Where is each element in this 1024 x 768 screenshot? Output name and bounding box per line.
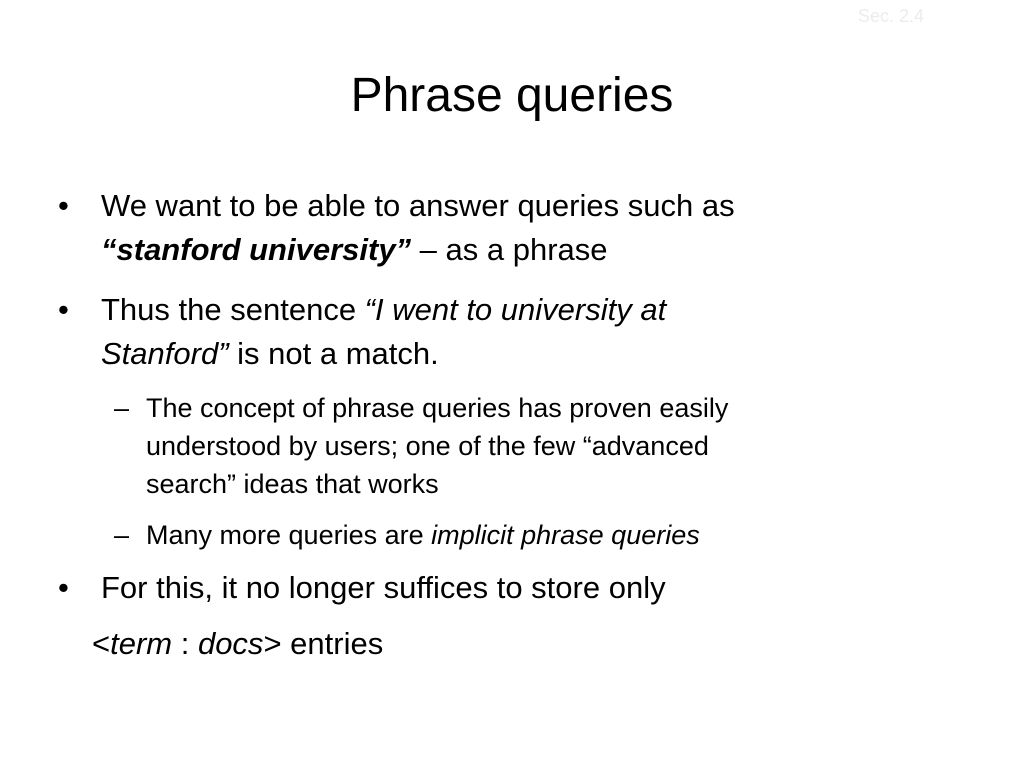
bullet-2-quote-part-2: Stanford” — [101, 336, 229, 371]
bullet-1-rest: – as a phrase — [411, 232, 608, 267]
sub-1-line-2: understood by users; one of the few “advanced — [146, 431, 709, 461]
entries-word: entries — [281, 626, 384, 661]
bullet-1-line-1: We want to be able to answer queries such as — [101, 188, 735, 223]
bullet-2-quote-part-1: “I went to university at — [364, 292, 667, 327]
dash-icon: – — [114, 393, 130, 423]
bullet-icon: • — [58, 570, 69, 605]
term-docs-entries-line — [92, 622, 383, 666]
sub-1-line-3: search” ideas that works — [146, 469, 439, 499]
section-tag: Sec. 2.4 — [858, 6, 925, 26]
greater-than-sign: > — [263, 626, 282, 661]
less-than-sign: < — [92, 626, 111, 661]
docs-word: docs — [197, 626, 264, 661]
term-word: term — [110, 626, 173, 661]
sub-1-line-1: The concept of phrase queries has proven easily — [146, 393, 729, 423]
sub-2-prefix: Many more queries are — [146, 520, 432, 550]
bullet-icon: • — [58, 292, 69, 327]
bullet-2-suffix: is not a match. — [228, 336, 439, 371]
bullet-icon: • — [58, 188, 69, 223]
bullet-1-quote: “stanford university” — [101, 232, 412, 267]
bullet-2-prefix: Thus the sentence — [101, 292, 365, 327]
slide-title: Phrase queries — [350, 69, 674, 122]
bullet-3-line-1: For this, it no longer suffices to store only — [101, 570, 666, 605]
colon-separator: : — [172, 626, 198, 661]
dash-icon: – — [114, 520, 130, 550]
sub-2-emphasis: implicit phrase queries — [431, 520, 700, 550]
